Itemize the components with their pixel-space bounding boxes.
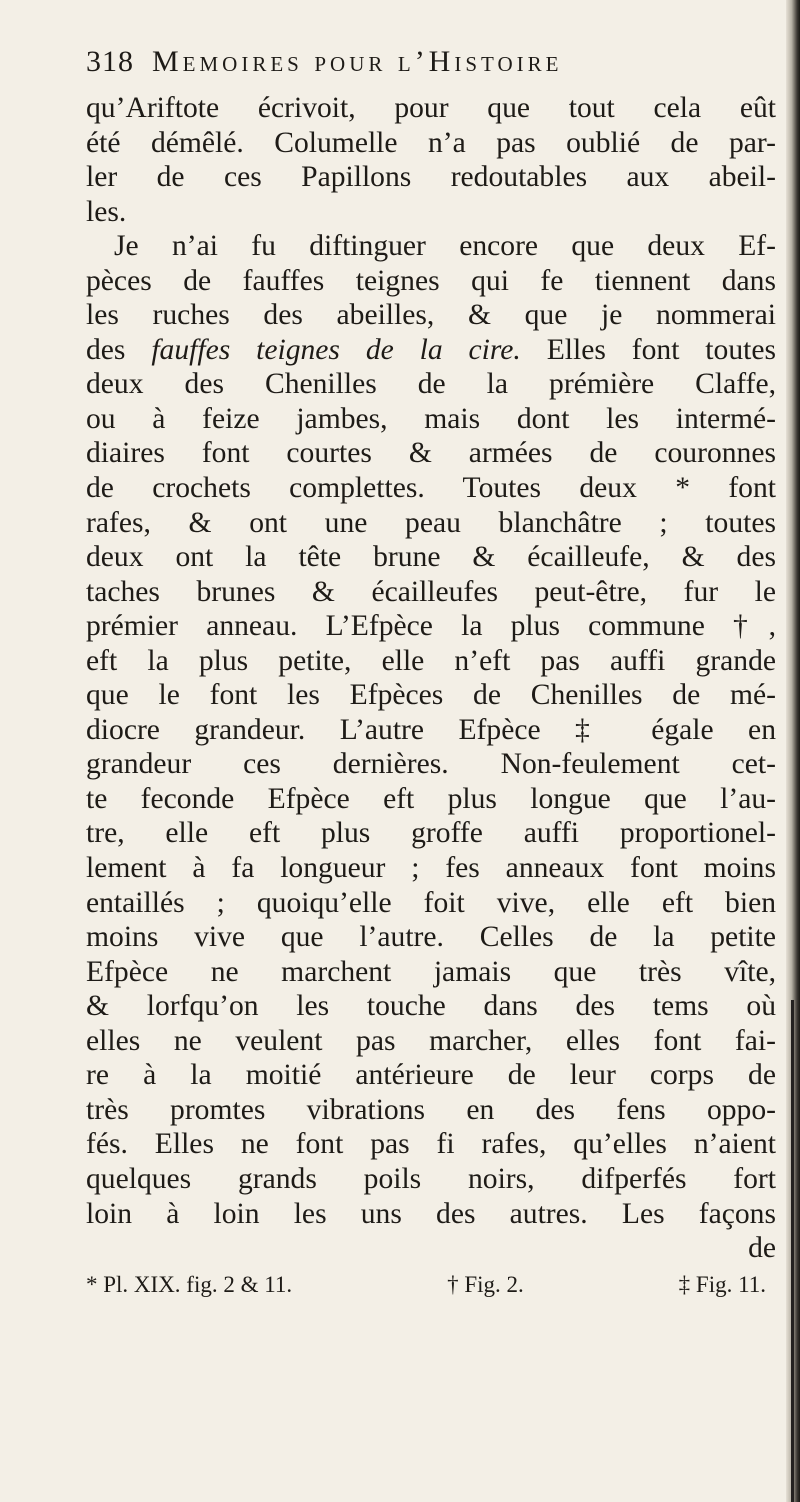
text-line: diaires font courtes & armées de couronnes (86, 437, 776, 470)
italic-term: fauffes teignes de la cire. (151, 333, 521, 366)
text-line: prémier anneau. L’Efpèce la plus commune †, (86, 610, 776, 643)
text-line: lement à fa longueur ; fes anneaux font moins (86, 852, 776, 885)
footnote-plate-ref: * Pl. XIX. fig. 2 & 11. (86, 1271, 293, 1297)
text-line: te feconde Efpèce eft plus longue que l’au- (86, 782, 776, 815)
text-line: ou à feize jambes, mais dont les intermé- (86, 402, 776, 435)
footnote-fig-11: ‡ Fig. 11. (678, 1271, 766, 1297)
text-line: ler de ces Papillons redoutables aux abeil- (86, 161, 776, 194)
text-line: deux des Chenilles de la prémière Claffe, (86, 368, 776, 401)
text-line: que le font les Efpèces de Chenilles de mé- (86, 679, 776, 712)
text-line: qu’Ariftote écrivoit, pour que tout cela eût (86, 92, 776, 124)
text-line: pèces de fauffes teignes qui fe tiennent dans (86, 264, 776, 297)
page-number: 318 (86, 45, 134, 78)
text-line: & lorfqu’on les touche dans des tems où (86, 990, 776, 1023)
text-line: quelques grands poils noirs, difperfés fort (86, 1162, 776, 1195)
page-header (86, 45, 776, 89)
text-line: entaillés ; quoiqu’elle foit vive, elle eft bien (86, 886, 776, 919)
text-line: grandeur ces dernières. Non-feulement cet- (86, 748, 776, 781)
body-text (86, 91, 776, 1266)
text-line: les ruches des abeilles, & que je nommerai (86, 299, 776, 332)
text-line: taches brunes & écailleufes peut-être, fur le (86, 575, 776, 608)
text-line: très promtes vibrations en des fens oppo- (86, 1093, 776, 1126)
text-line: re à la moitié antérieure de leur corps de (86, 1059, 776, 1092)
catchword: de (748, 1232, 776, 1265)
running-title: Memoires pour l’Histoire (152, 45, 563, 78)
footnote-fig-2: † Fig. 2. (447, 1271, 524, 1297)
text-line: rafes, & ont une peau blanchâtre ; toutes (86, 506, 776, 539)
text-line: Je n’ai fu diftinguer encore que deux Ef- (114, 230, 776, 263)
text-line: elles ne veulent pas marcher, elles font fai- (86, 1024, 776, 1057)
text-line: de crochets complettes. Toutes deux * font (86, 472, 776, 505)
text-segment: des (86, 333, 152, 366)
text-line: été démêlé. Columelle n’a pas oublié de par- (86, 126, 776, 159)
text-line: diocre grandeur. L’autre Efpèce ‡ égale en (86, 713, 776, 746)
text-line: moins vive que l’autre. Celles de la petite (86, 921, 776, 954)
text-line (86, 333, 776, 368)
text-line: loin à loin les uns des autres. Les façons (86, 1197, 776, 1230)
text-line: les. (86, 195, 127, 228)
text-line: deux ont la tête brune & écailleufe, & des (86, 541, 776, 574)
footnotes (86, 1272, 776, 1298)
book-page (86, 45, 776, 1298)
text-line: eft la plus petite, elle n’eft pas auffi grande (86, 644, 776, 677)
text-line: Efpèce ne marchent jamais que très vîte, (86, 955, 776, 988)
text-segment: Elles font toutes (520, 333, 776, 366)
text-line: tre, elle eft plus groffe auffi proportionel- (86, 817, 776, 850)
text-line: fés. Elles ne font pas fi rafes, qu’elles n’aient (86, 1128, 776, 1161)
binding-edge-shadow (791, 1000, 794, 1502)
